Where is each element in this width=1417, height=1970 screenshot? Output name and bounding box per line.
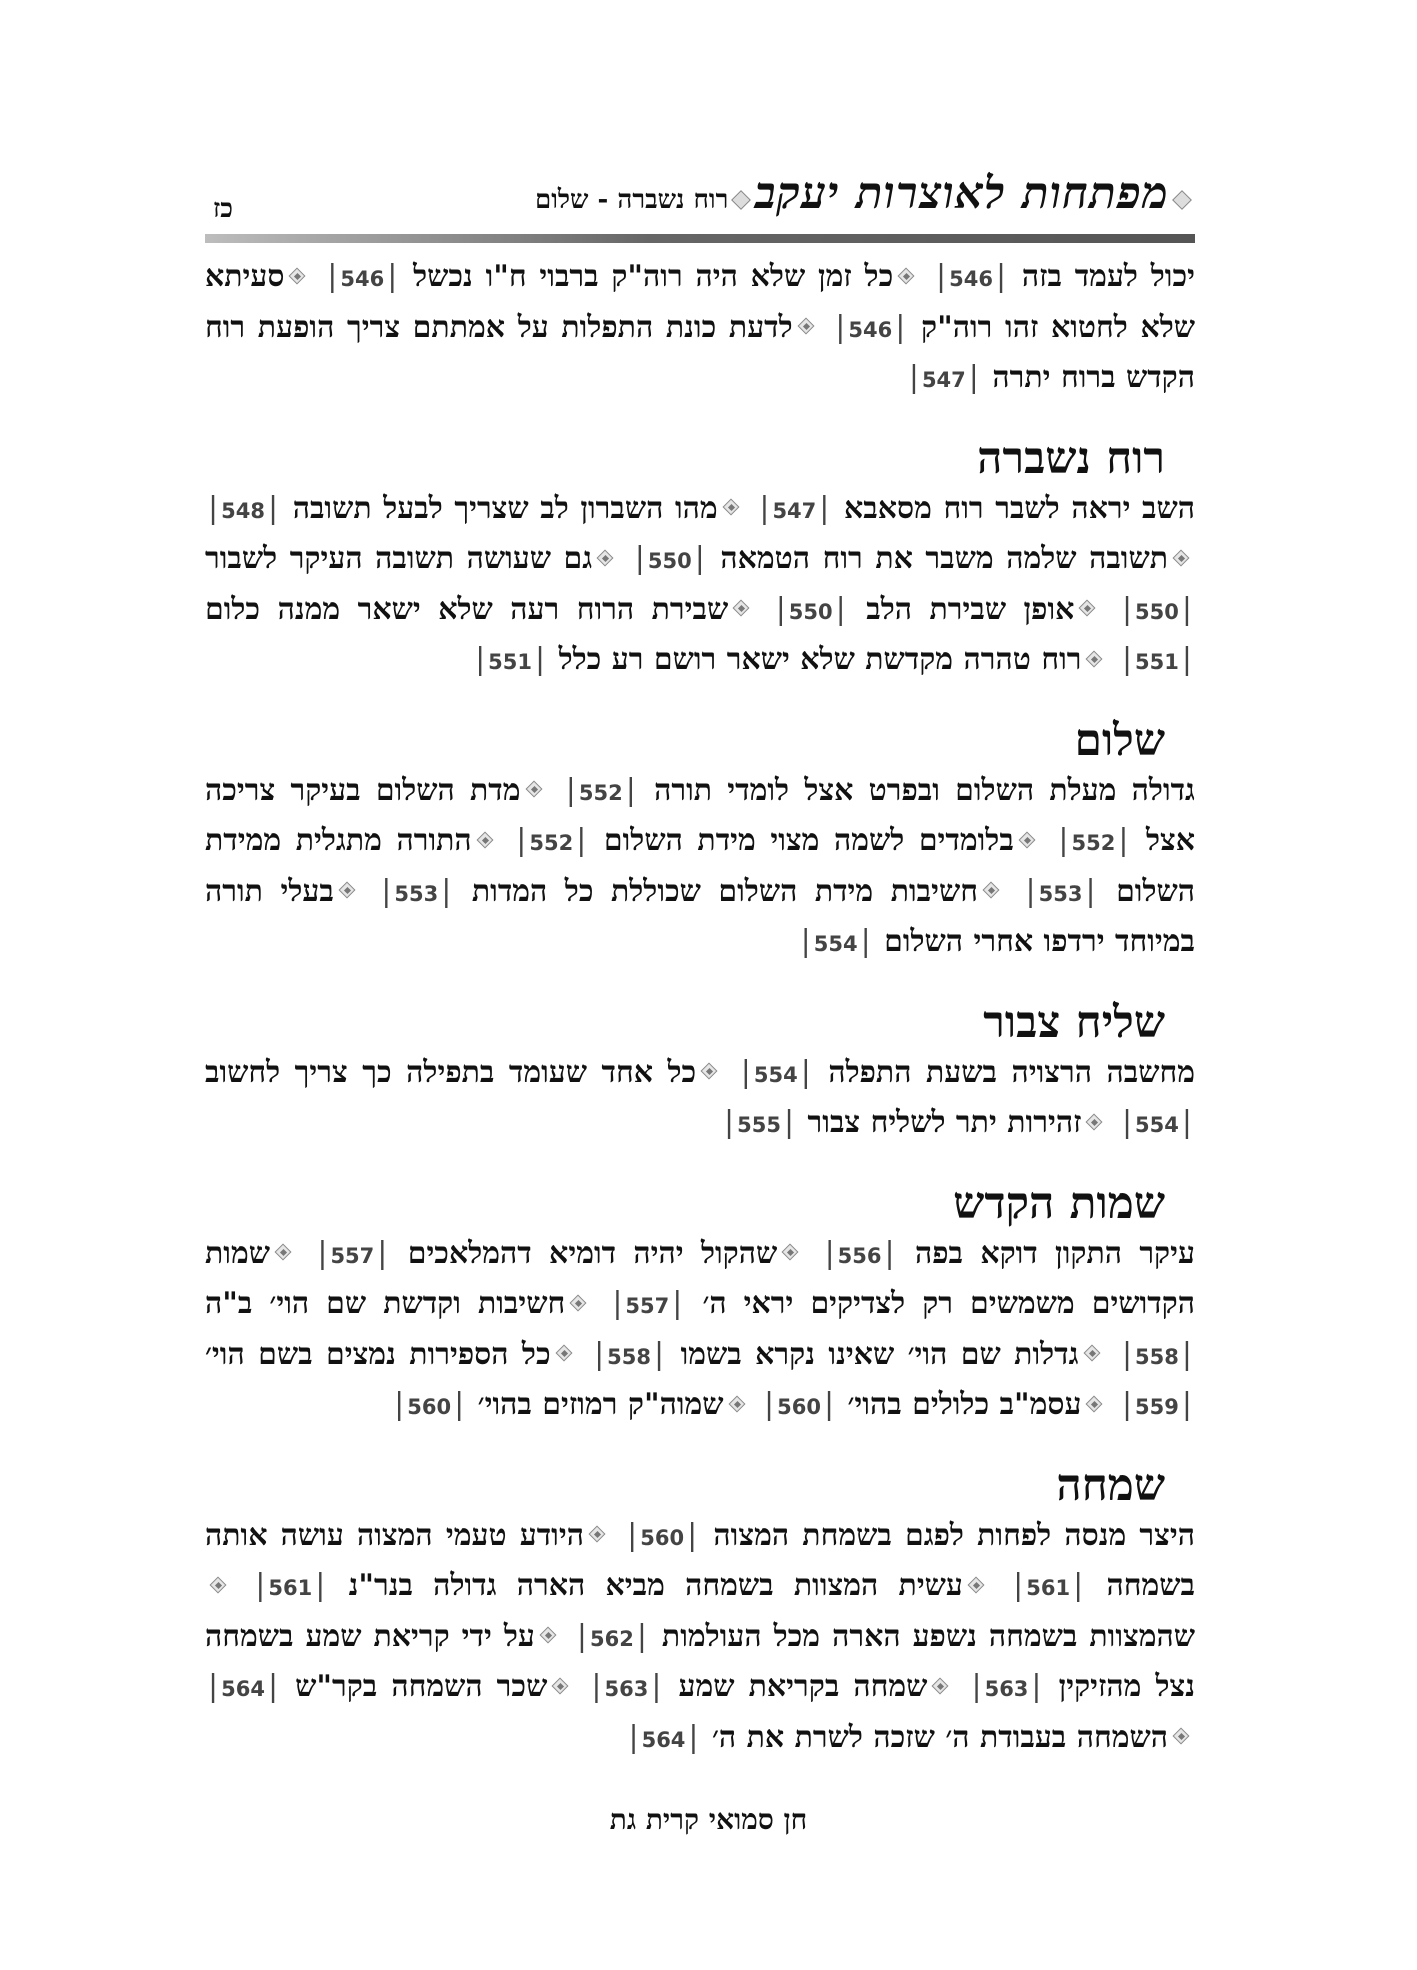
separator: | [208, 490, 219, 526]
section-paragraph [205, 1230, 1195, 1432]
section-title-shalom: שלום [1074, 714, 1165, 766]
page-ref[interactable]: 559 [1135, 1395, 1179, 1419]
separator: | [823, 1387, 835, 1422]
separator: | [255, 1568, 266, 1603]
page-ref[interactable]: 547 [921, 368, 966, 392]
page-ref[interactable]: 557 [330, 1243, 375, 1268]
separator: | [687, 1517, 698, 1553]
page-ref[interactable]: 562 [589, 1626, 634, 1651]
separator: | [759, 490, 770, 526]
page-ref[interactable]: 554 [753, 1062, 798, 1087]
page-ref[interactable]: 552 [529, 831, 574, 855]
separator: | [672, 1286, 683, 1321]
header-rule [205, 234, 1195, 243]
entry-text: כל זמן שלא היה רוה"ק ברבוי ח"ו נכשל [413, 259, 894, 294]
entry-text: התורה מתגלית ממידת השלום [205, 823, 1195, 909]
separator: | [634, 541, 645, 576]
page-ref[interactable]: 554 [1135, 1113, 1179, 1137]
separator: | [394, 1387, 405, 1422]
separator: | [454, 1387, 465, 1422]
diamond-icon [969, 1578, 984, 1593]
entry-text: שמות הקדושים משמשים רק לצדיקים יראי ה׳ [205, 1235, 1195, 1321]
separator: | [636, 1618, 647, 1654]
entry-text: בלומדים לשמה מצוי מידת השלום [603, 823, 1014, 858]
section-title-shemot-hakodesh: שמות הקדש [953, 1177, 1165, 1229]
page-ref[interactable]: 552 [1071, 831, 1116, 855]
separator: | [591, 1669, 602, 1704]
entry-text: לדעת כונת התפלות על אמתתם צריך הופעת רוח הקדש ברוח יתרה [205, 309, 1195, 395]
separator: | [740, 1054, 751, 1090]
diamond-icon [571, 1296, 586, 1311]
separator: | [800, 924, 811, 959]
separator: | [441, 873, 452, 909]
separator: | [783, 1105, 795, 1140]
header-titles [535, 168, 1195, 219]
diamond-icon [541, 1628, 556, 1643]
separator: | [908, 360, 919, 395]
section-paragraph [205, 485, 1195, 687]
entry-text: זהירות יתר לשליח צבור [807, 1105, 1082, 1140]
diamond-icon [1087, 1115, 1102, 1130]
entry-text: שהמצוות בשמחה נשפע הארה מכל העולמות [661, 1618, 1195, 1654]
page-ref[interactable]: 563 [984, 1677, 1029, 1701]
separator: | [594, 1336, 605, 1372]
page-ref[interactable]: 561 [1026, 1576, 1071, 1600]
separator: | [1031, 1669, 1042, 1704]
separator: | [1121, 591, 1133, 627]
diamond-icon [783, 1245, 798, 1260]
entry-text: תשובה שלמה משבר את רוח הטמאה [720, 541, 1168, 576]
diamond-icon [340, 883, 355, 898]
diamond-icon [1174, 551, 1189, 566]
separator: | [267, 490, 279, 526]
separator: | [1181, 642, 1192, 677]
separator: | [651, 1669, 662, 1704]
separator: | [1013, 1568, 1024, 1603]
entry-text: שכר השמחה בקר"ש [295, 1669, 548, 1704]
book-title: מפתחות לאוצרות יעקב [754, 168, 1169, 219]
page-ref[interactable]: 546 [949, 267, 993, 291]
diamond-icon [1174, 1729, 1189, 1744]
entry-text: אופן שבירת הלב [866, 591, 1075, 627]
separator: | [884, 1235, 895, 1271]
entry-text: שמוה"ק רמוזים בהוי׳ [477, 1387, 724, 1422]
separator: | [895, 309, 906, 345]
page-ref[interactable]: 564 [641, 1727, 686, 1752]
separator: | [475, 642, 486, 677]
separator: | [936, 259, 947, 294]
page-ref[interactable]: 551 [1135, 650, 1179, 674]
diamond-icon [734, 193, 748, 207]
page-ref[interactable]: 553 [394, 881, 439, 906]
section-paragraph [205, 767, 1195, 969]
diamond-icon [598, 551, 613, 566]
entry-text: מחשבה הרצויה בשעת התפלה [828, 1054, 1196, 1090]
diamond-icon [211, 1578, 226, 1593]
diamond-icon [799, 319, 814, 334]
separator: | [576, 823, 587, 858]
page-ref[interactable]: 552 [578, 780, 623, 805]
section-title-shaliach-tzibur: שליח צבור [983, 996, 1165, 1048]
entry-text: בעלי תורה במיוחד ירדפו אחרי השלום [205, 873, 1195, 959]
diamond-icon [724, 500, 739, 515]
separator: | [317, 1235, 328, 1271]
separator: | [516, 823, 527, 858]
separator: | [968, 360, 979, 395]
entry-text: סעיתא שלא לחטוא זהו רוה"ק [205, 259, 1195, 345]
section-title-ruach-nishbara: רוח נשברה [977, 432, 1165, 484]
separator: | [1181, 1387, 1192, 1422]
page-ref[interactable]: 564 [221, 1677, 265, 1701]
entry-text: עשית המצוות בשמחה מביא הארה גדולה בנר"נ [348, 1568, 963, 1603]
diamond-icon [1020, 833, 1035, 848]
separator: | [819, 490, 830, 526]
page-ref[interactable]: 550 [788, 599, 833, 624]
diamond-icon [730, 1397, 745, 1412]
entry-text: יכול לעמד בזה [1021, 259, 1195, 294]
entry-text: השב יראה לשבר רוח מסאבא [844, 490, 1196, 526]
diamond-icon [1175, 193, 1189, 207]
page-number: כז [213, 194, 233, 224]
running-header [205, 168, 1195, 230]
diamond-icon [899, 269, 914, 284]
page-ref[interactable]: 546 [848, 317, 893, 342]
separator: | [688, 1719, 699, 1755]
separator: | [1181, 1105, 1192, 1140]
page-ref[interactable]: 558 [607, 1344, 652, 1369]
entry-text: על ידי קריאת שמע בשמחה נצל מהזיקין [205, 1618, 1196, 1704]
page-ref[interactable]: 557 [625, 1294, 670, 1318]
diamond-icon [1087, 652, 1102, 667]
separator: | [267, 1669, 279, 1704]
page-ref[interactable]: 560 [407, 1395, 452, 1419]
separator: | [654, 1336, 665, 1372]
section-paragraph [205, 1049, 1195, 1150]
separator: | [800, 1054, 811, 1090]
entry-text: עיקר התקון דוקא בפה [914, 1235, 1195, 1271]
page-ref[interactable]: 554 [813, 932, 858, 956]
separator: | [1181, 1336, 1192, 1372]
header-subtitle: רוח נשברה - שלום [535, 185, 729, 215]
separator: | [208, 1669, 219, 1704]
separator: | [1058, 823, 1069, 858]
entry-text: כל הספירות נמצים בשם הוי׳ [205, 1336, 551, 1372]
separator: | [1181, 591, 1192, 627]
separator: | [1121, 642, 1133, 677]
separator: | [860, 924, 871, 959]
separator: | [763, 1387, 775, 1422]
entry-text: גדלות שם הוי׳ שאינו נקרא בשמו [680, 1336, 1079, 1372]
separator: | [1121, 1105, 1133, 1140]
entry-text: גם שעושה תשובה העיקר לשבור [205, 541, 593, 576]
page-footer: חן סמואי קרית גת [609, 1803, 808, 1836]
diamond-icon [276, 1245, 291, 1260]
page-ref[interactable]: 547 [772, 498, 817, 523]
separator: | [387, 259, 398, 294]
diamond-icon [734, 601, 749, 616]
entry-text: שמחה בקריאת שמע [678, 1669, 928, 1704]
separator: | [576, 1618, 587, 1654]
page-ref[interactable]: 553 [1038, 881, 1083, 906]
diamond-icon [1087, 1397, 1102, 1412]
entry-text: השמחה בעבודת ה׳ שזכה לשרת את ה׳ [711, 1719, 1168, 1755]
page-ref[interactable]: 546 [340, 267, 385, 291]
page-ref[interactable]: 560 [777, 1395, 821, 1419]
diamond-icon [290, 269, 305, 284]
entry-text: כל אחד שעומד בתפילה כך צריך לחשוב [205, 1054, 697, 1090]
page-ref[interactable]: 555 [737, 1113, 781, 1137]
separator: | [612, 1286, 623, 1321]
separator: | [1073, 1568, 1084, 1603]
diamond-icon [553, 1679, 568, 1694]
diamond-icon [478, 833, 493, 848]
diamond-icon [590, 1527, 605, 1542]
entry-text: שבירת הרוח רעה שלא ישאר ממנה כלום [205, 591, 729, 627]
separator: | [724, 1105, 735, 1140]
page-ref[interactable]: 550 [647, 549, 692, 573]
page-ref[interactable]: 561 [268, 1576, 313, 1600]
page-ref[interactable]: 556 [837, 1243, 882, 1268]
section-paragraph [205, 1512, 1195, 1765]
page-ref[interactable]: 551 [488, 650, 533, 674]
separator: | [327, 259, 338, 294]
separator: | [565, 772, 576, 808]
page-ref[interactable]: 560 [640, 1525, 685, 1550]
separator: | [694, 541, 705, 576]
separator: | [824, 1235, 835, 1271]
section-title-simcha: שמחה [1056, 1459, 1165, 1511]
separator: | [381, 873, 392, 909]
entry-text: מהו השברון לב שצריך לבעל תשובה [292, 490, 718, 526]
entry-text: היצר מנסה לפחות לפגם בשמחת המצוה [713, 1517, 1196, 1553]
page-ref[interactable]: 563 [604, 1677, 649, 1701]
entry-text: חשיבות מידת השלום שכוללת כל המדות [471, 873, 978, 909]
page-ref[interactable]: 550 [1135, 599, 1179, 624]
diamond-icon [933, 1679, 948, 1694]
entry-text: שהקול יהיה דומיא דהמלאכים [407, 1235, 778, 1271]
diamond-icon [527, 782, 542, 797]
entry-text: היודע טעמי המצוה עושה אותה בשמחה [205, 1517, 1195, 1603]
entry-text: חשיבות וקדשת שם הוי׳ ב"ה [205, 1286, 566, 1321]
separator: | [835, 591, 846, 627]
separator: | [971, 1669, 982, 1704]
separator: | [1121, 1387, 1133, 1422]
separator: | [1121, 1336, 1133, 1372]
separator: | [1118, 823, 1129, 858]
page-ref[interactable]: 548 [221, 498, 265, 523]
separator: | [625, 772, 636, 808]
separator: | [835, 309, 846, 345]
separator: | [1025, 873, 1036, 909]
page [205, 168, 1195, 1764]
entry-text: מדת השלום בעיקר צריכה אצל [205, 772, 1196, 858]
separator: | [995, 259, 1007, 294]
separator: | [1085, 873, 1096, 909]
entry-text: עסמ"ב כלולים בהוי׳ [847, 1387, 1082, 1422]
entry-text: גדולה מעלת השלום ובפרט אצל לומדי תורה [654, 772, 1195, 808]
page-ref[interactable]: 558 [1135, 1344, 1179, 1369]
separator: | [775, 591, 786, 627]
diamond-icon [702, 1064, 717, 1079]
separator: | [535, 642, 546, 677]
diamond-icon [1085, 1346, 1100, 1361]
diamond-icon [984, 883, 999, 898]
separator: | [628, 1719, 639, 1755]
separator: | [315, 1568, 326, 1603]
separator: | [627, 1517, 638, 1553]
diamond-icon [557, 1346, 572, 1361]
entry-text: רוח טהרה מקדשת שלא ישאר רושם רע כלל [558, 642, 1082, 677]
separator: | [377, 1235, 388, 1271]
diamond-icon [1080, 601, 1095, 616]
intro-paragraph [205, 253, 1195, 405]
